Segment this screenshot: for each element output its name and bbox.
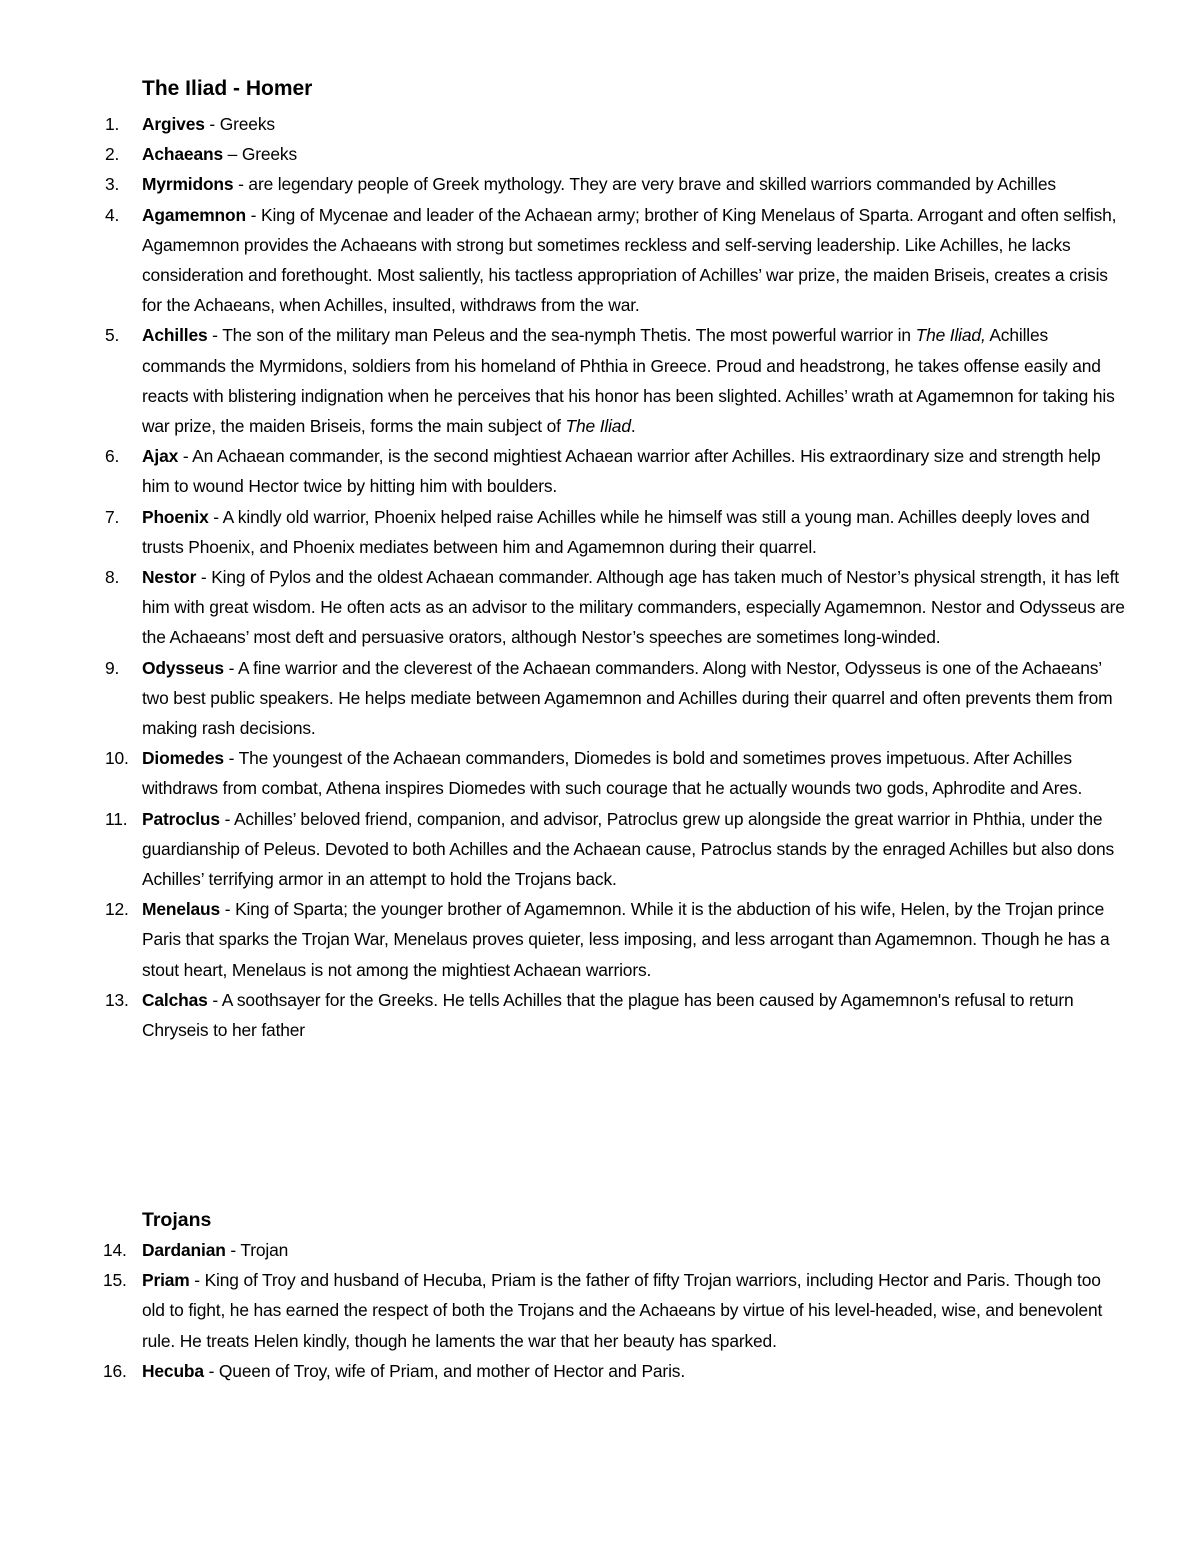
list-item-ajax	[0, 441, 1127, 501]
item-description: - The youngest of the Achaean commanders, Diomedes is bold and sometimes proves impetuous. After Achilles withdraws from combat, Athena inspires Diomedes with such courage that he actually wounds two gods, Aphrodite and Ares.	[142, 748, 1083, 799]
item-number: 3.	[105, 174, 120, 195]
item-number: 5.	[105, 325, 120, 346]
item-term: Achilles	[142, 325, 208, 346]
list-item-calchas	[0, 985, 1127, 1045]
item-term: Myrmidons	[142, 174, 234, 195]
list-item-patroclus	[0, 804, 1127, 895]
item-term: Agamemnon	[142, 204, 246, 225]
item-description: Achilles commands the Myrmidons, soldiers from his homeland of Phthia in Greece. Proud and headstrong, he takes offense easily and reacts with blistering indignation when he perceives that his honor has been slighted. Achilles’ wrath at Agamemnon for taking his war prize, the maiden Briseis, forms the main subject of	[142, 325, 1115, 437]
list-item-priam	[0, 1265, 1127, 1356]
list-item-phoenix	[0, 502, 1127, 562]
item-term: Calchas	[142, 989, 208, 1010]
item-term: Diomedes	[142, 748, 224, 769]
item-number: 9.	[105, 657, 120, 678]
trojan-characters-list	[0, 1235, 1200, 1386]
item-term: Nestor	[142, 567, 197, 588]
item-number: 10.	[105, 748, 129, 769]
item-number: 4.	[105, 204, 120, 225]
item-number: 1.	[105, 114, 120, 134]
item-description: - A soothsayer for the Greeks. He tells Achilles that the plague has been caused by Agamemnon's refusal to return Chryseis to her father	[142, 989, 1074, 1041]
list-item-agamemnon	[0, 200, 1127, 321]
item-number: 8.	[105, 567, 120, 588]
item-number: 11.	[105, 808, 128, 829]
item-description: .	[630, 416, 636, 437]
item-description: - are legendary people of Greek mythology. They are very brave and skilled warriors commanded by Achilles	[233, 174, 1056, 195]
item-term: Ajax	[142, 446, 179, 467]
item-number: 13.	[105, 989, 129, 1010]
greek-characters-list	[0, 109, 1200, 1045]
list-item-achilles	[0, 320, 1127, 441]
item-term: Phoenix	[142, 506, 209, 527]
item-number: 16.	[103, 1360, 127, 1381]
list-item-odysseus	[0, 653, 1127, 744]
item-number: 2.	[105, 144, 120, 165]
item-description: - Trojan	[225, 1240, 289, 1260]
item-term: Patroclus	[142, 808, 220, 829]
item-description: - Achilles’ beloved friend, companion, and advisor, Patroclus grew up alongside the great warrior in Phthia, under the guardianship of Peleus. Devoted to both Achilles and the Achaean cause, Patroclus stands by the enraged Achilles but also dons Achilles’ terrifying armor in an attempt to hold the Trojans back.	[142, 808, 1115, 890]
list-item-myrmidons	[0, 169, 1127, 199]
item-description: - The son of the military man Peleus and the sea-nymph Thetis. The most powerful warrior in	[207, 325, 916, 346]
item-number: 14.	[103, 1240, 127, 1260]
item-term: Priam	[142, 1270, 190, 1291]
item-description: - King of Sparta; the younger brother of Agamemnon. While it is the abduction of his wife, Helen, by the Trojan prince Paris that sparks the Trojan War, Menelaus proves quieter, less imposing, and less arrogant than Agamemnon. Though he has a stout heart, Menelaus is not among the mightiest Achaean warriors.	[142, 899, 1110, 980]
item-description: – Greeks	[222, 144, 298, 165]
item-term: Achaeans	[142, 144, 223, 165]
item-description: - A kindly old warrior, Phoenix helped raise Achilles while he himself was still a young man. Achilles deeply loves and trusts Phoenix, and Phoenix mediates between him and Agamemnon during their quarrel.	[142, 506, 1090, 557]
document-title: The Iliad - Homer	[142, 77, 313, 100]
list-item-diomedes	[0, 743, 1127, 803]
item-term: Hecuba	[142, 1360, 204, 1381]
book-title: The Iliad,	[915, 325, 986, 346]
item-number: 7.	[105, 506, 120, 527]
item-description: - A fine warrior and the cleverest of the Achaean commanders. Along with Nestor, Odysseus is one of the Achaeans’ two best public speakers. He helps mediate between Agamemnon and Achilles during their quarrel and often prevents them from making rash decisions.	[142, 657, 1113, 739]
item-term: Menelaus	[142, 899, 221, 920]
item-description: - King of Mycenae and leader of the Achaean army; brother of King Menelaus of Sparta. Arrogant and often selfish, Agamemnon provides the Achaeans with strong but sometimes reckless and self-serving leadership. Like Achilles, he lacks consideration and forethought. Most saliently, his tactless appropriation of Achilles’ war prize, the maiden Briseis, creates a crisis for the Achaeans, when Achilles, insulted, withdraws from the war.	[142, 204, 1117, 316]
item-number: 6.	[105, 446, 120, 467]
item-number: 15.	[103, 1270, 127, 1291]
item-description: - King of Pylos and the oldest Achaean commander. Although age has taken much of Nestor’s physical strength, it has left him with great wisdom. He often acts as an advisor to the military commanders, especially Agamemnon. Nestor and Odysseus are the Achaeans’ most deft and persuasive orators, although Nestor’s speeches are sometimes long-winded.	[142, 567, 1125, 648]
list-item-nestor	[0, 562, 1127, 653]
item-term: Dardanian	[142, 1240, 226, 1260]
list-item-dardanian	[0, 1235, 1127, 1265]
item-term: Argives	[142, 114, 205, 134]
book-title: The Iliad	[565, 416, 631, 437]
list-item-achaeans	[0, 139, 1127, 169]
item-description: - King of Troy and husband of Hecuba, Priam is the father of fifty Trojan warriors, including Hector and Paris. Though too old to fight, he has earned the respect of both the Trojans and the Achaeans by virtue of his level-headed, wise, and benevolent rule. He treats Helen kindly, though he laments the war that her beauty has sparked.	[142, 1270, 1103, 1351]
item-description: - An Achaean commander, is the second mightiest Achaean warrior after Achilles. His extraordinary size and strength help him to wound Hector twice by hitting him with boulders.	[142, 446, 1101, 497]
list-item-menelaus	[0, 894, 1127, 985]
item-number: 12.	[105, 899, 129, 920]
section-heading-trojans: Trojans	[142, 1209, 212, 1231]
item-description: - Queen of Troy, wife of Priam, and mother of Hector and Paris.	[203, 1360, 686, 1381]
list-item-hecuba	[0, 1356, 1127, 1386]
item-term: Odysseus	[142, 657, 224, 678]
list-item-argives	[0, 109, 1127, 139]
item-description: - Greeks	[204, 114, 275, 134]
